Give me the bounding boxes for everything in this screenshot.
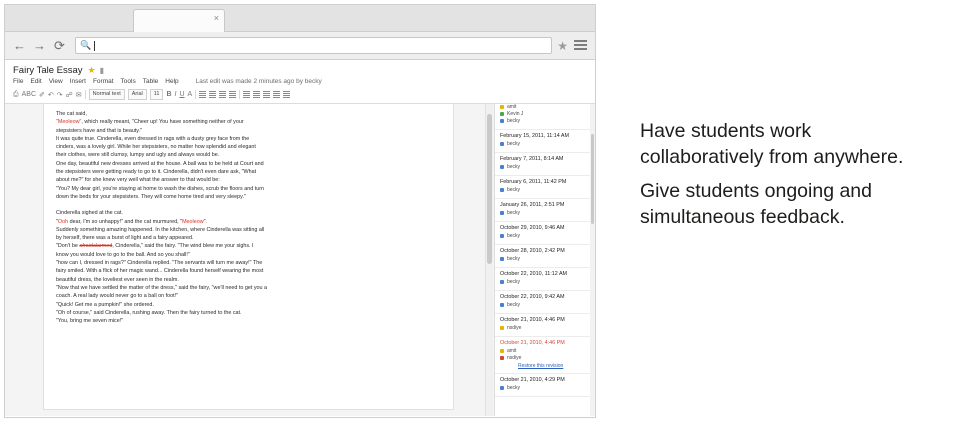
forward-arrow-icon[interactable]: → <box>33 38 46 53</box>
author-name: becky <box>507 210 521 216</box>
document-paragraph: beautiful dress, the loveliest ever seen in the realm. <box>56 276 179 283</box>
caption-block <box>640 118 940 230</box>
menu-item-insert[interactable]: Insert <box>69 78 86 85</box>
revision-author <box>500 164 590 170</box>
revision-timestamp: October 21, 2010, 4:29 PM <box>500 377 565 383</box>
revision-timestamp: February 6, 2011, 11:42 PM <box>500 179 567 185</box>
align-left-icon[interactable] <box>199 91 206 98</box>
line-spacing-icon[interactable] <box>243 91 250 98</box>
author-color-swatch <box>500 142 504 146</box>
caption-line-1: Have students work collaboratively from anywhere. <box>640 120 904 168</box>
revision-timestamp: October 29, 2010, 9:46 AM <box>500 225 565 231</box>
revision-list-item[interactable] <box>495 314 595 337</box>
document-page[interactable] <box>43 104 454 410</box>
bookmark-star-icon[interactable]: ★ <box>557 38 568 53</box>
document-paragraph: down the beds for your stepsisters. They will come home tired and very sleepy." <box>56 193 246 200</box>
revision-author <box>500 385 590 391</box>
document-paragraph: The cat said, <box>56 111 87 117</box>
document-text-run: dear, I'm so unhappy!" and the cat murmured, " <box>68 218 183 225</box>
author-name: becky <box>507 256 521 262</box>
revision-timestamp: October 28, 2010, 2:42 PM <box>500 248 565 254</box>
revision-timestamp: October 21, 2010, 4:46 PM <box>500 317 565 323</box>
revision-timestamp: February 15, 2011, 11:14 AM <box>500 133 570 139</box>
revision-scrollbar-thumb[interactable] <box>591 134 594 224</box>
revision-list-item[interactable] <box>495 291 595 314</box>
author-name: amit <box>507 348 517 354</box>
document-paragraph: One day, beautiful new dresses arrived at the house. A ball was to be held at Court and <box>56 160 264 167</box>
toolbar-divider-3 <box>239 90 240 99</box>
author-name: becky <box>507 302 521 308</box>
menu-item-view[interactable]: View <box>48 78 63 85</box>
docs-app <box>5 60 595 418</box>
tracked-insertion: Meoleow <box>182 218 204 225</box>
close-icon[interactable]: × <box>213 13 219 23</box>
revision-author <box>500 111 590 117</box>
document-paragraph: "You, bring me seven mice!" <box>56 318 124 325</box>
document-paragraph: "You? My dear girl, you're staying at home to wash the dishes, scrub the floors and turn <box>56 185 264 192</box>
comment-icon[interactable]: ✉ <box>75 91 82 99</box>
browser-tabstrip <box>5 5 595 32</box>
revision-list-item[interactable] <box>495 222 595 245</box>
revision-author <box>500 104 590 110</box>
document-paragraph: "how can I, dressed in rags?" Cinderella replied. "The servants will turn me away!" The <box>56 260 263 267</box>
document-paragraph: cinders, was a lovely girl. While her stepsisters, no matter how splendid and elegant <box>56 144 256 151</box>
document-paragraph: the stepsisters were getting ready to go to it. Cinderella, didn't even dare ask, "What <box>56 169 257 176</box>
revision-list-item[interactable] <box>495 130 595 153</box>
document-paragraph: coach. A real lady would never go to a ball on foot!" <box>56 293 179 300</box>
spellcheck-icon[interactable]: ABC <box>21 91 37 98</box>
menu-item-format[interactable]: Format <box>92 78 114 85</box>
author-color-swatch <box>500 112 504 116</box>
revision-author <box>500 302 590 308</box>
author-name: becky <box>507 187 521 193</box>
search-icon: 🔍 <box>80 40 92 50</box>
revision-timestamp: October 21, 2010, 4:46 PM <box>500 340 565 346</box>
author-name: becky <box>507 118 521 124</box>
docs-title-row <box>5 60 595 78</box>
underline-button[interactable]: U <box>179 91 185 98</box>
browser-toolbar <box>5 32 595 60</box>
tracked-insertion: Ooh <box>57 218 69 225</box>
author-color-swatch <box>500 188 504 192</box>
author-name: becky <box>507 385 521 391</box>
browser-window <box>4 4 596 418</box>
revision-timestamp: February 7, 2011, 8:14 AM <box>500 156 564 162</box>
toolbar-divider-2 <box>195 90 196 99</box>
document-title[interactable]: Fairy Tale Essay <box>13 65 83 76</box>
document-text-run: "Don't be <box>56 243 80 250</box>
document-paragraph: about me?" for she knew very well what the answer to that would be: <box>56 177 220 184</box>
revision-list-item[interactable] <box>495 337 595 374</box>
revision-list-item[interactable] <box>495 176 595 199</box>
align-right-icon[interactable] <box>219 91 226 98</box>
author-name: becky <box>507 164 521 170</box>
paragraph-style-select[interactable]: Normal text <box>89 89 125 100</box>
author-name: becky <box>507 233 521 239</box>
last-edit-status: Last edit was made 2 minutes ago by becky <box>195 78 322 85</box>
document-paragraph: by herself, there was a burst of light and a fairy appeared. <box>56 235 194 242</box>
author-color-swatch <box>500 211 504 215</box>
revision-author <box>500 325 590 331</box>
revision-author <box>500 118 590 124</box>
print-icon[interactable]: ⎙ <box>13 90 19 98</box>
browser-tab[interactable] <box>133 9 225 32</box>
italic-button[interactable]: I <box>174 91 177 98</box>
document-paragraph: know you would love to go to the ball. And so you shall!" <box>56 251 190 258</box>
align-justify-icon[interactable] <box>229 91 236 98</box>
menu-item-tools[interactable]: Tools <box>120 78 136 85</box>
author-color-swatch <box>500 356 504 360</box>
document-text-run: " <box>56 218 58 225</box>
bulleted-list-icon[interactable] <box>263 91 270 98</box>
text-caret <box>94 41 95 51</box>
revision-author <box>500 187 590 193</box>
font-size-select[interactable]: 11 <box>150 89 164 100</box>
address-bar[interactable] <box>75 37 552 54</box>
hamburger-menu-icon[interactable] <box>574 40 587 52</box>
author-name: amit <box>507 104 517 110</box>
document-scrollbar[interactable] <box>485 104 493 416</box>
revision-timestamp: October 22, 2010, 11:12 AM <box>500 271 568 277</box>
document-paragraph: "Quick! Get me a pumpkin!" she ordered. <box>56 301 154 308</box>
menu-item-table[interactable]: Table <box>142 78 159 85</box>
author-color-swatch <box>500 105 504 109</box>
redo-icon[interactable]: ↷ <box>56 91 63 99</box>
revision-author <box>500 355 590 361</box>
author-name: becky <box>507 141 521 147</box>
document-text[interactable] <box>56 110 441 325</box>
revision-author <box>500 210 590 216</box>
docs-body <box>5 104 595 416</box>
tracked-insertion: "Meoleow" <box>56 119 82 126</box>
document-text-run: , Cinderella," said the fairy. "The wind blew me your sighs. I <box>112 243 254 250</box>
indent-increase-icon[interactable] <box>283 91 290 98</box>
revision-history-pane[interactable] <box>494 104 595 416</box>
revision-timestamp: January 26, 2011, 2:51 PM <box>500 202 565 208</box>
document-paragraph: Suddenly something amazing happened. In the kitchen, where Cinderella was sitting all <box>56 226 265 233</box>
reload-icon[interactable]: ⟳ <box>54 38 65 53</box>
document-paragraph: "Oh of course," said Cinderella, rushing away. Then the fairy turned to the cat. <box>56 309 242 316</box>
author-color-swatch <box>500 280 504 284</box>
paint-format-icon[interactable]: ✐ <box>39 91 45 99</box>
restore-revision-link[interactable]: Restore this revision <box>518 363 564 369</box>
revision-list-item[interactable] <box>495 268 595 291</box>
author-color-swatch <box>500 257 504 261</box>
paragraph-spacer <box>56 201 441 209</box>
indent-decrease-icon[interactable] <box>273 91 280 98</box>
undo-icon[interactable]: ↶ <box>47 91 54 99</box>
revision-list-item[interactable] <box>495 199 595 222</box>
document-canvas <box>5 104 494 416</box>
document-paragraph <box>56 242 441 250</box>
docs-toolbar <box>5 87 595 104</box>
document-paragraph <box>56 118 441 126</box>
star-icon[interactable]: ★ <box>87 65 96 75</box>
author-name: nsdiye <box>507 355 522 361</box>
tracked-deletion: afraidalarmed <box>79 243 113 250</box>
document-paragraph: Cinderella sighed at the cat. <box>56 210 123 217</box>
numbered-list-icon[interactable] <box>253 91 260 98</box>
revision-scrollbar[interactable] <box>590 104 595 416</box>
author-name: nsdiye <box>507 325 522 331</box>
font-family-select[interactable]: Arial <box>128 89 147 100</box>
document-paragraph: It was quite true. Cinderella, even dressed in rags with a dusty grey face from the <box>56 135 250 142</box>
align-center-icon[interactable] <box>209 91 216 98</box>
author-color-swatch <box>500 165 504 169</box>
revision-timestamp: October 22, 2010, 9:42 AM <box>500 294 565 300</box>
author-name: Kevin J <box>507 111 524 117</box>
document-paragraph: fairy smiled. With a flick of her magic wand... Cinderella found herself wearing the most <box>56 268 264 275</box>
author-name: becky <box>507 279 521 285</box>
toolbar-divider <box>85 90 86 99</box>
document-paragraph: their clothes, were still clumsy, lumpy and ugly and always would be. <box>56 152 220 159</box>
menu-item-file[interactable]: File <box>13 78 24 85</box>
author-color-swatch <box>500 386 504 390</box>
revision-list-item[interactable] <box>495 104 595 130</box>
docs-menubar <box>5 78 595 87</box>
revision-list-item[interactable] <box>495 245 595 268</box>
document-text-run: ". <box>203 218 208 225</box>
author-color-swatch <box>500 326 504 330</box>
document-paragraph: "Now that we have settled the matter of the dress," said the fairy, "we'll need to get you a <box>56 284 268 291</box>
document-paragraph: stepsisters have and that is beauty." <box>56 127 143 134</box>
author-color-swatch <box>500 119 504 123</box>
document-paragraph <box>56 218 441 226</box>
link-icon[interactable]: ☍ <box>65 91 73 99</box>
back-arrow-icon[interactable]: ← <box>13 38 26 53</box>
revision-list <box>495 104 595 397</box>
author-color-swatch <box>500 234 504 238</box>
revision-list-item[interactable] <box>495 153 595 176</box>
menu-item-edit[interactable]: Edit <box>30 78 42 85</box>
revision-author <box>500 141 590 147</box>
bold-button[interactable]: B <box>166 91 172 98</box>
revision-list-item[interactable] <box>495 374 595 397</box>
document-text-run: , which really meant, "Cheer up! You have something neither of your <box>81 119 244 126</box>
revision-author <box>500 279 590 285</box>
author-color-swatch <box>500 303 504 307</box>
author-color-swatch <box>500 349 504 353</box>
revision-author <box>500 233 590 239</box>
revision-author <box>500 256 590 262</box>
text-color-button[interactable]: A <box>187 91 193 98</box>
revision-author <box>500 348 590 354</box>
menu-item-help[interactable]: Help <box>165 78 179 85</box>
document-scrollbar-thumb[interactable] <box>487 114 492 264</box>
folder-icon[interactable]: ▮ <box>99 66 104 75</box>
caption-line-2: Give students ongoing and simultaneous feedback. <box>640 180 873 228</box>
